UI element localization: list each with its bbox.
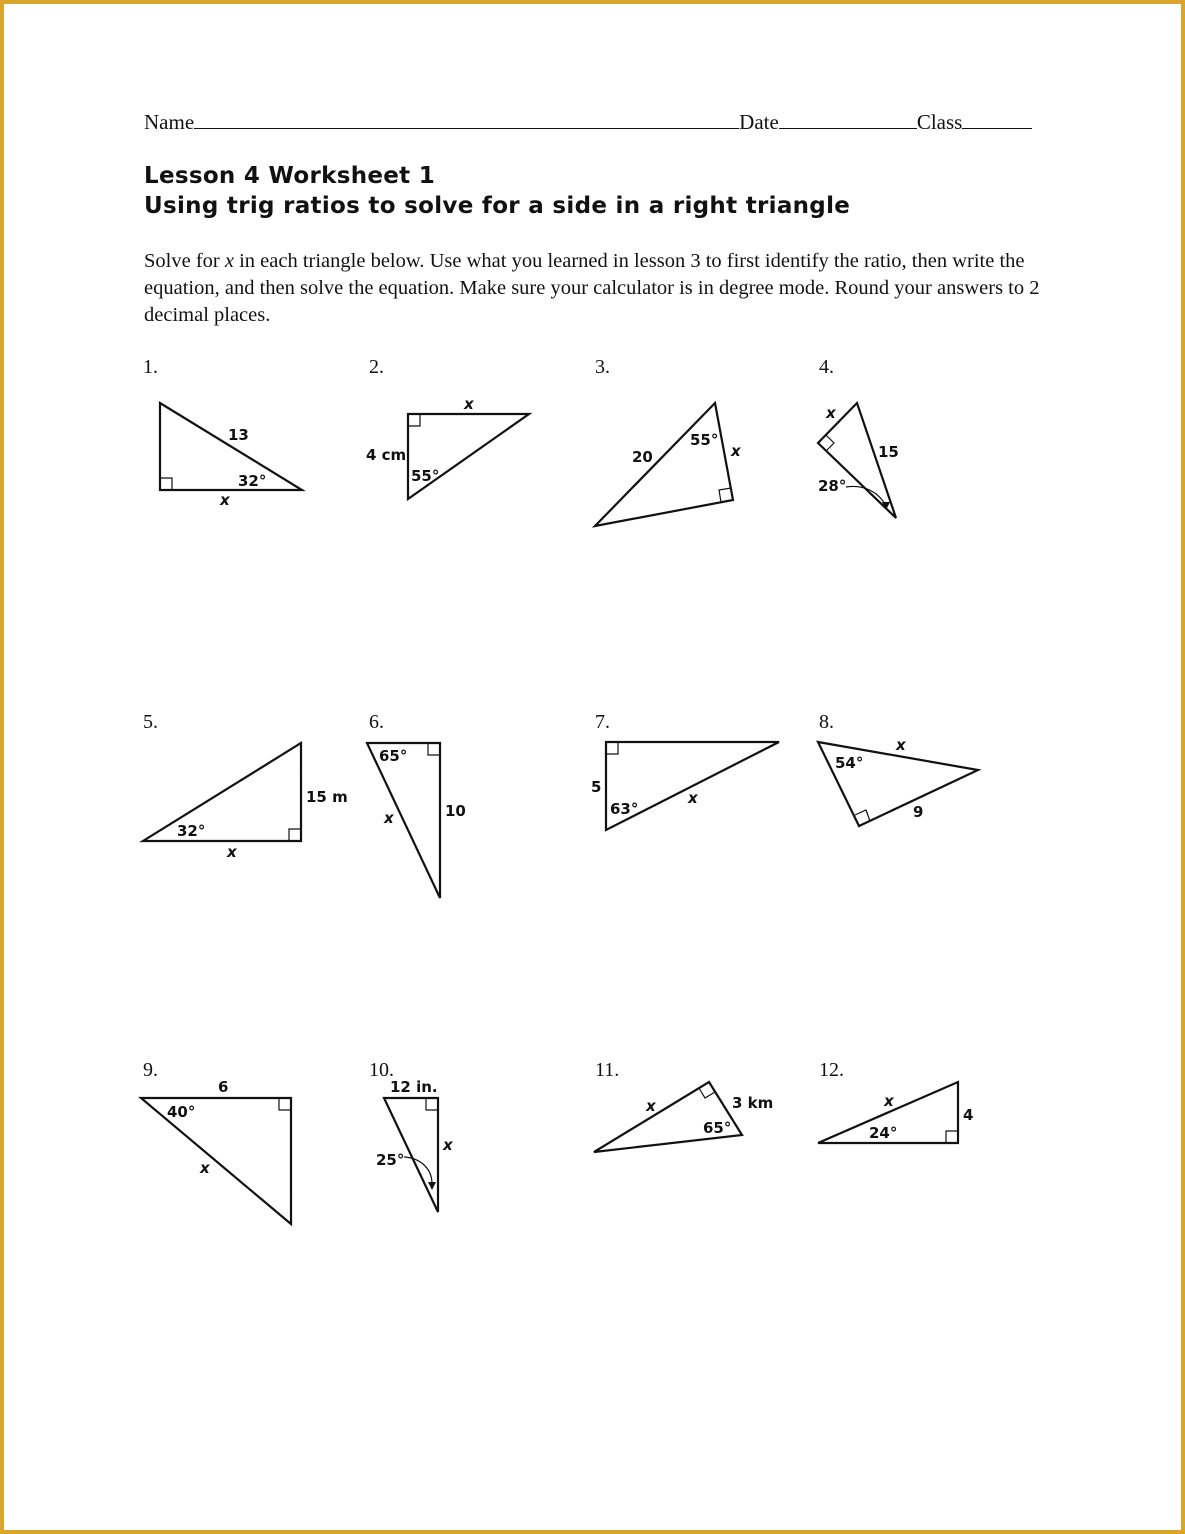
triangle-3-label-x: x — [731, 442, 741, 460]
triangle-6-label-angle: 65° — [379, 747, 408, 765]
triangle-4-label-hypotenuse: 15 — [878, 443, 899, 461]
triangle-5-label-side: 15 m — [306, 788, 348, 806]
triangle-11-label-x: x — [646, 1097, 656, 1115]
class-label: Class — [916, 110, 963, 134]
triangle-5-label-x: x — [227, 843, 237, 861]
triangle-8-label-angle: 54° — [835, 754, 864, 772]
triangle-9-label-angle: 40° — [167, 1103, 196, 1121]
instructions-part-2: in each triangle below. Use what you learned in lesson 3 to first identify the ratio, then write the equation, and then solve the equation. Make sure your calculator is in degree mode. Round your answers to 2 decimal places. — [144, 250, 1040, 326]
triangle-12-label-x: x — [884, 1092, 894, 1110]
problem-number-12: 12. — [819, 1059, 844, 1081]
triangle-12-label-side: 4 — [963, 1106, 974, 1124]
triangle-diagrams — [4, 4, 1181, 1530]
triangle-10-label-side: 12 in. — [390, 1078, 438, 1096]
triangle-11 — [594, 1082, 773, 1152]
triangle-8-label-side: 9 — [913, 803, 924, 821]
triangle-3-label-angle: 55° — [690, 431, 719, 449]
instructions-part-1: Solve for — [144, 250, 225, 272]
triangle-11-label-side: 3 km — [732, 1094, 774, 1112]
problem-number-9: 9. — [143, 1059, 158, 1081]
triangle-6 — [367, 743, 466, 898]
triangle-9-label-side: 6 — [218, 1078, 229, 1096]
triangle-3 — [595, 403, 742, 526]
problem-number-11: 11. — [595, 1059, 620, 1081]
problem-number-4: 4. — [819, 356, 834, 378]
triangle-7-label-angle: 63° — [610, 800, 639, 818]
triangle-12 — [818, 1082, 973, 1143]
triangle-4-label-angle: 28° — [818, 477, 847, 495]
title-line-1: Lesson 4 Worksheet 1 — [144, 163, 436, 189]
triangle-9 — [141, 1078, 291, 1224]
triangle-2-label-angle: 55° — [411, 467, 440, 485]
triangle-7-label-side: 5 — [591, 778, 602, 796]
problem-number-1: 1. — [143, 356, 158, 378]
triangle-11-label-angle: 65° — [703, 1119, 732, 1137]
triangle-2-label-side: 4 cm — [366, 446, 407, 464]
triangle-1-label-hypotenuse: 13 — [228, 426, 249, 444]
triangle-8-label-x: x — [896, 736, 906, 754]
triangle-4-label-x: x — [826, 404, 836, 422]
triangle-2-label-x: x — [464, 395, 474, 413]
triangle-6-label-x: x — [384, 809, 394, 827]
triangle-10-label-angle: 25° — [376, 1151, 405, 1169]
triangle-9-label-x: x — [200, 1159, 210, 1177]
triangle-1-label-x: x — [220, 491, 230, 509]
triangle-8 — [818, 736, 978, 826]
problem-number-2: 2. — [369, 356, 384, 378]
title-line-2: Using trig ratios to solve for a side in a right triangle — [144, 193, 851, 219]
triangle-7 — [591, 742, 779, 830]
triangle-5 — [143, 743, 348, 861]
triangle-7-label-x: x — [688, 789, 698, 807]
date-label: Date — [739, 110, 779, 134]
problem-number-7: 7. — [595, 711, 610, 733]
triangle-1 — [160, 403, 302, 509]
problem-number-3: 3. — [595, 356, 610, 378]
triangle-10-label-x: x — [443, 1136, 453, 1154]
problem-number-8: 8. — [819, 711, 834, 733]
problem-number-5: 5. — [143, 711, 158, 733]
triangle-2 — [366, 395, 529, 499]
triangle-6-label-side: 10 — [445, 802, 466, 820]
problem-number-6: 6. — [369, 711, 384, 733]
triangle-1-label-angle: 32° — [238, 472, 267, 490]
triangle-12-label-angle: 24° — [869, 1124, 898, 1142]
triangle-4 — [818, 403, 899, 518]
name-label: Name — [144, 110, 195, 134]
triangle-5-label-angle: 32° — [177, 822, 206, 840]
triangle-3-label-hypotenuse: 20 — [632, 448, 653, 466]
problem-number-10: 10. — [369, 1059, 394, 1081]
triangle-10 — [376, 1078, 454, 1212]
instructions-variable: x — [224, 250, 234, 272]
